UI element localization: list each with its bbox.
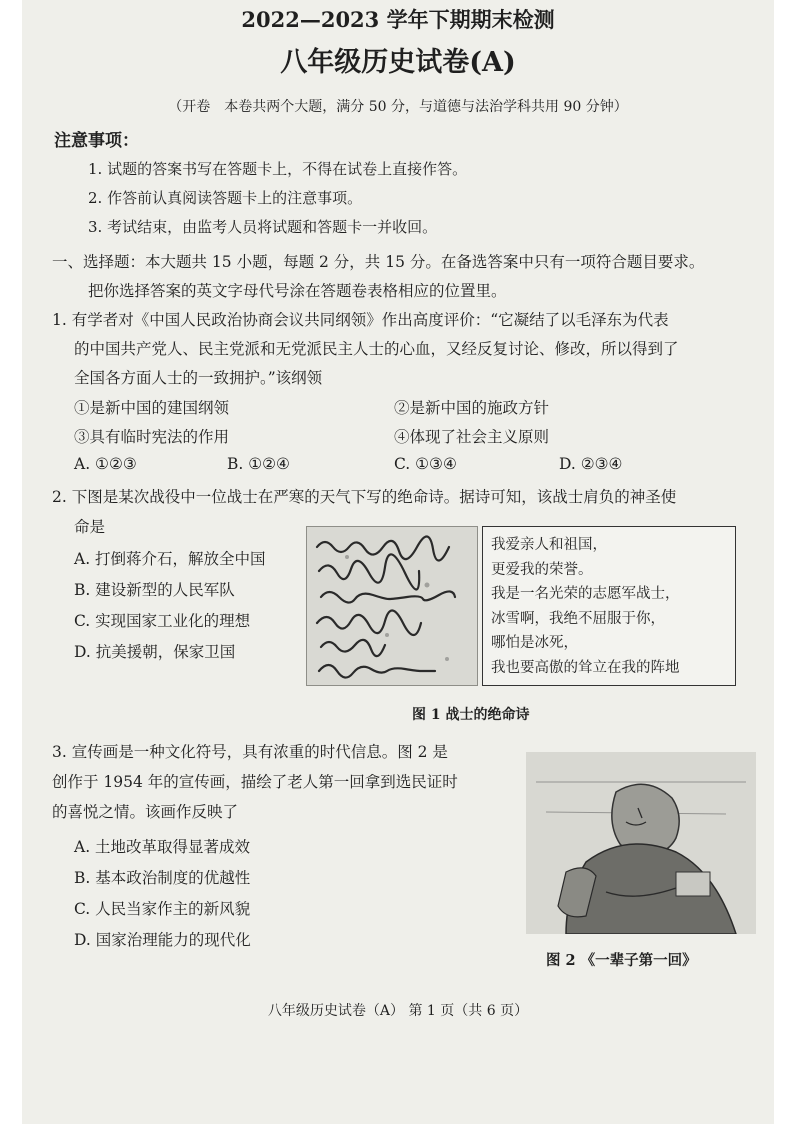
q2-option-b: B. 建设新型的人民军队	[74, 581, 235, 599]
q3-option-a: A. 土地改革取得显著成效	[74, 838, 251, 856]
poem-line-6: 我也要高傲的耸立在我的阵地	[491, 659, 680, 676]
poem-line-4: 冰雪啊，我绝不屈服于你，	[491, 610, 665, 627]
poem-line-1: 我爱亲人和祖国，	[491, 537, 607, 553]
exam-subtitle: （开卷 本卷共两个大题，满分 50 分，与道德与法治学科共用 90 分钟）	[168, 99, 628, 115]
exam-title-year: 2022—2023 学年下期期末检测	[241, 7, 555, 32]
q1-statement-2: ②是新中国的施政方针	[394, 399, 550, 417]
notice-item-2: 2. 作答前认真阅读答题卡上的注意事项。	[88, 189, 363, 207]
q1-stem-line-2: 的中国共产党人、民主党派和无党派民主人士的心血，又经反复讨论、修改，所以得到了	[74, 340, 679, 358]
q1-option-c: C. ①③④	[394, 455, 457, 473]
q1-stem-line-3: 全国各方面人士的一致拥护。”该纲领	[74, 369, 323, 387]
q1-option-b: B. ①②④	[227, 455, 290, 473]
q1-stem-line-1: 1. 有学者对《中国人民政治协商会议共同纲领》作出高度评价：“它凝结了以毛泽东为代表	[52, 311, 669, 329]
notice-heading: 注意事项：	[54, 131, 139, 151]
q2-option-a: A. 打倒蒋介石，解放全中国	[74, 550, 266, 568]
poem-line-2: 更爱我的荣誉。	[491, 561, 593, 578]
poem-line-5: 哪怕是冰死，	[491, 635, 578, 651]
poem-transcription-box	[482, 526, 736, 686]
q3-option-c: C. 人民当家作主的新风貌	[74, 900, 251, 918]
q3-stem-line-2: 创作于 1954 年的宣传画，描绘了老人第一回拿到选民证时	[52, 773, 458, 791]
page-footer: 八年级历史试卷（A） 第 1 页（共 6 页）	[267, 1003, 529, 1019]
section-1-instruction: 把你选择答案的英文字母代号涂在答题卷表格相应的位置里。	[88, 282, 507, 300]
handwritten-poem-image	[306, 526, 478, 686]
q3-option-d: D. 国家治理能力的现代化	[74, 931, 251, 949]
section-1-heading: 一、选择题：本大题共 15 小题，每题 2 分，共 15 分。在备选答案中只有一项符合题目要求。	[52, 253, 705, 271]
notice-item-1: 1. 试题的答案书写在答题卡上，不得在试卷上直接作答。	[88, 160, 468, 178]
exam-title: 八年级历史试卷(A)	[280, 47, 516, 78]
q3-stem-line-1: 3. 宣传画是一种文化符号，具有浓重的时代信息。图 2 是	[52, 743, 448, 761]
q1-statement-1: ①是新中国的建国纲领	[74, 399, 230, 417]
poem-line-3: 我是一名光荣的志愿军战士，	[491, 586, 680, 602]
q2-option-d: D. 抗美援朝，保家卫国	[74, 643, 236, 661]
q2-option-c: C. 实现国家工业化的理想	[74, 612, 251, 630]
q1-option-a: A. ①②③	[74, 455, 137, 473]
q2-stem-line-1: 2. 下图是某次战役中一位战士在严寒的天气下写的绝命诗。据诗可知，该战士肩负的神圣使	[52, 488, 677, 506]
q3-stem-line-3: 的喜悦之情。该画作反映了	[52, 803, 239, 821]
q2-stem-line-2: 命是	[74, 518, 106, 536]
propaganda-painting-image	[526, 752, 756, 934]
notice-item-3: 3. 考试结束，由监考人员将试题和答题卡一并收回。	[88, 218, 438, 236]
q3-option-b: B. 基本政治制度的优越性	[74, 869, 251, 887]
q1-statement-3: ③具有临时宪法的作用	[74, 428, 230, 446]
q1-option-d: D. ②③④	[559, 455, 623, 473]
exam-sheet	[22, 0, 774, 1124]
q1-statement-4: ④体现了社会主义原则	[394, 428, 550, 446]
figure-1-caption: 图 1 战士的绝命诗	[412, 707, 530, 723]
figure-2-caption: 图 2 《一辈子第一回》	[546, 952, 697, 969]
